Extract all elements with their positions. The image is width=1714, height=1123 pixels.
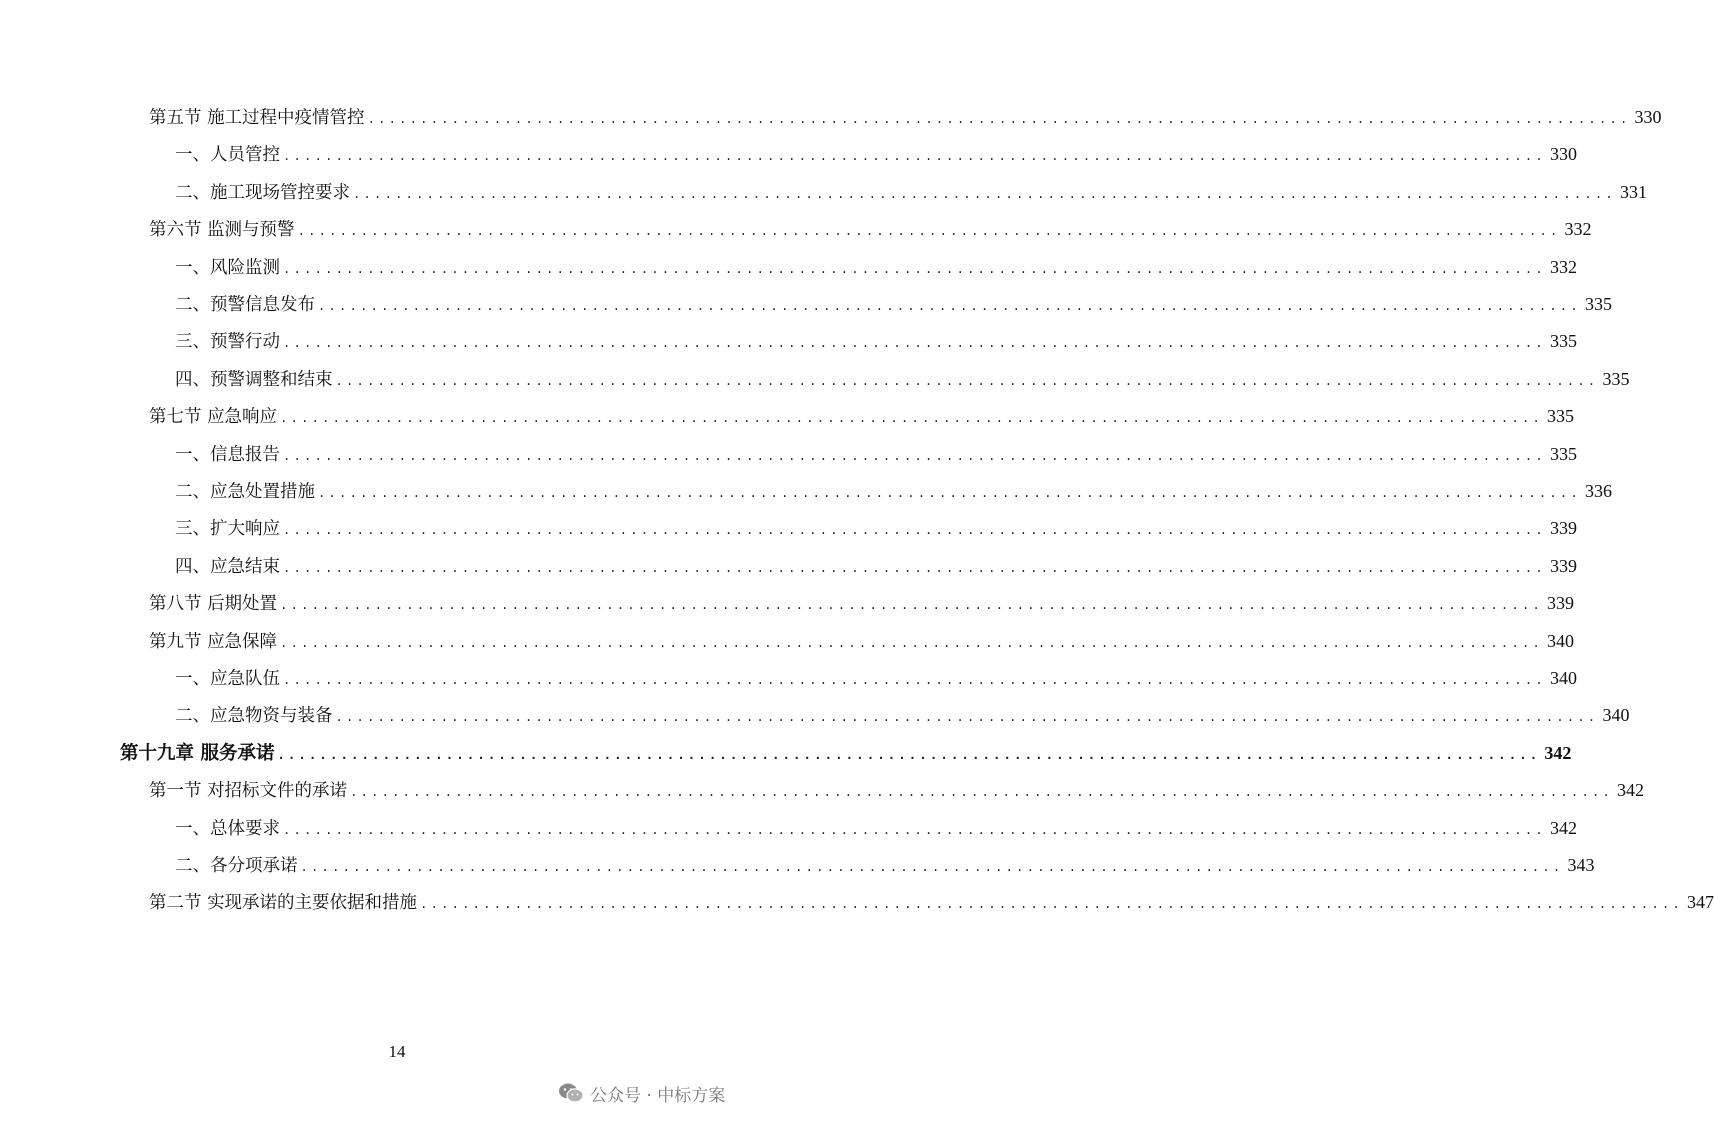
toc-entry-page: 340 [1547,630,1575,651]
watermark [558,1078,725,1108]
toc-entry [175,510,1577,547]
toc-entry-page: 343 [1567,855,1595,875]
toc-entry-label: 第五节 施工过程中疫情管控 [149,108,365,128]
toc-entry-label: 四、应急结束 [175,556,280,577]
toc-entry-page: 332 [1564,219,1592,240]
toc-entry [175,249,1577,286]
toc-leader-dots: ........................................................................................................................ [277,747,1541,762]
toc-entry [149,585,1575,622]
toc-entry-page: 336 [1584,481,1612,501]
toc-leader-dots: ........................................................................................................................ [283,822,1546,837]
toc-leader-dots: ........................................................................................................................ [280,635,1544,650]
toc-entry-label: 一、风险监测 [175,257,280,278]
toc-entry-page: 330 [1549,144,1577,165]
toc-entry [175,847,1595,884]
toc-entry [149,884,1714,921]
toc-entry-page: 335 [1602,368,1630,389]
toc-entry [149,623,1575,660]
toc-entry-label: 一、人员管控 [175,145,280,166]
toc-leader-dots: ........................................................................................................................ [283,560,1546,575]
toc-entry-label: 第九节 应急保障 [149,631,278,652]
toc-entry [175,697,1630,734]
toc-entry-label: 第一节 对招标文件的承诺 [149,781,348,802]
toc-entry-page: 331 [1619,181,1647,202]
toc-entry-page: 347 [1687,892,1714,913]
toc-entry-page: 335 [1549,331,1577,352]
toc-entry [149,772,1645,809]
wechat-icon [558,1082,584,1104]
toc-leader-dots: ........................................................................................................................ [283,261,1546,276]
toc-entry-page: 335 [1547,406,1575,427]
toc-entry [175,286,1612,323]
toc-entry-label: 第六节 监测与预警 [149,220,295,241]
toc-leader-dots: ........................................................................................................................ [283,523,1546,538]
toc-leader-dots: ........................................................................................................................ [335,373,1599,388]
toc-entry [175,473,1612,510]
toc-entry-page: 332 [1549,256,1577,277]
toc-entry-page: 335 [1549,443,1577,464]
toc-entry [175,323,1577,360]
toc-entry-label: 二、应急处置措施 [175,482,315,502]
toc-entry-label: 第二节 实现承诺的主要依据和措施 [149,893,418,914]
toc-entry [175,548,1577,585]
toc-leader-dots: ........................................................................................................................ [300,860,1564,874]
toc-entry [149,398,1575,435]
toc-entry [149,211,1592,248]
toc-entry-label: 三、扩大响应 [175,519,280,540]
page-number: 14 [388,1042,406,1061]
toc-entry-label: 第八节 后期处置 [149,594,278,615]
toc-entry [175,136,1577,173]
toc-leader-dots: ........................................................................................................................ [367,112,1631,126]
toc-leader-dots: ........................................................................................................................ [420,897,1684,912]
toc-entry [149,99,1662,136]
toc-leader-dots: ........................................................................................................................ [350,785,1614,800]
toc-entry-page: 342 [1617,780,1645,801]
toc-entry-page: 340 [1602,705,1630,726]
toc-leader-dots: ........................................................................................................................ [280,411,1544,426]
toc-leader-dots: ........................................................................................................................ [283,448,1546,463]
toc-entry-label: 四、预警调整和结束 [175,369,333,390]
toc-entry [175,436,1577,473]
toc-entry-page: 339 [1549,555,1577,576]
toc-entry [120,735,1572,772]
toc-entry [175,660,1577,697]
toc-entry-label: 二、各分项承诺 [175,856,298,876]
toc-entry-label: 一、总体要求 [175,818,280,839]
toc-entry-label: 第七节 应急响应 [149,407,278,428]
toc-entry-page: 342 [1544,742,1572,763]
toc-entry-label: 二、施工现场管控要求 [175,182,350,203]
toc-leader-dots: ........................................................................................................................ [318,299,1581,313]
toc-entry-page: 330 [1634,107,1662,127]
toc-entry-label: 二、预警信息发布 [175,295,315,315]
toc-entry-page: 335 [1584,294,1612,314]
toc-leader-dots: ........................................................................................................................ [353,186,1616,201]
toc-entry [175,810,1577,847]
toc-entry-page: 340 [1549,668,1577,688]
toc-leader-dots: ........................................................................................................................ [283,673,1546,687]
toc-entry-page: 342 [1549,817,1577,838]
toc-entry-label: 一、应急队伍 [175,669,280,689]
toc-leader-dots: ........................................................................................................................ [283,149,1546,164]
toc-entry [175,174,1647,211]
toc-entry-page: 339 [1549,518,1577,539]
toc-entry-label: 一、信息报告 [175,444,280,465]
toc-entry-label: 三、预警行动 [175,332,280,353]
toc-entry-label: 二、应急物资与装备 [175,706,333,727]
toc-entry [175,361,1630,398]
toc-leader-dots: ........................................................................................................................ [335,710,1599,725]
toc-leader-dots: ........................................................................................................................ [283,336,1546,351]
toc-leader-dots: ........................................................................................................................ [318,486,1581,500]
toc-entry-page: 339 [1547,593,1575,614]
toc-leader-dots: ........................................................................................................................ [297,224,1561,239]
toc-entry-label: 第十九章 服务承诺 [120,742,275,764]
toc-leader-dots: ........................................................................................................................ [280,598,1544,613]
watermark-text: 公众号 · 中标方案 [590,1085,726,1106]
